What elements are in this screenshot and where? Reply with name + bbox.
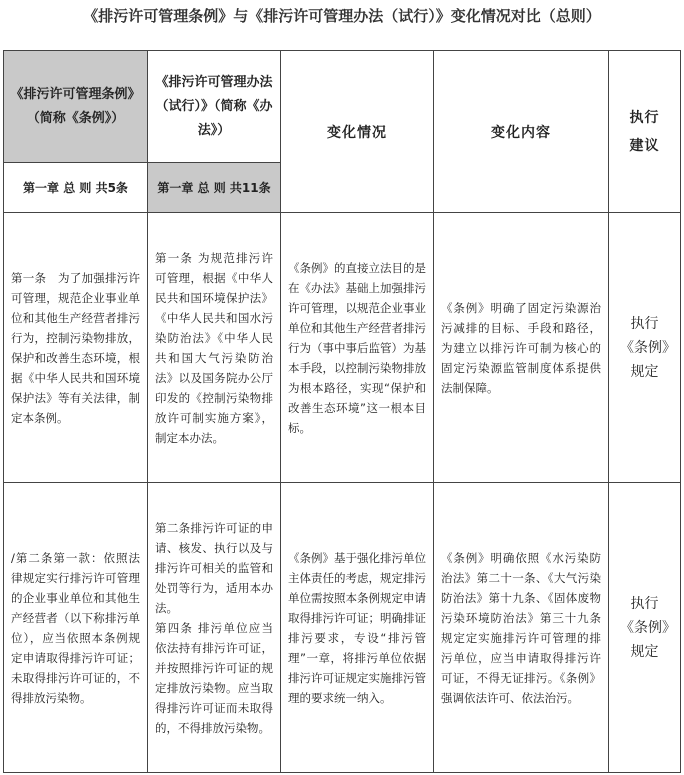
- header-suggestion: [609, 51, 681, 213]
- row2-measures-article4: 第四条 排污单位应当依法持有排污许可证，并按照排污许可证的规定排放污染物。应当取得排污许可证而未取得的，不得排放污染物。: [155, 620, 273, 735]
- row2-content: 《条例》明确依照《水污染防治法》第二十一条、《大气污染防治法》第十九条、《固体废物污染环境防治法》第三十九条规定定实施排污许可管理的排污单位，应当申请取得排污许可证，不得无证排污。《条例》强调依法许可、依法治污。: [434, 483, 609, 773]
- header-content: 变化内容: [434, 51, 609, 213]
- row2-measures-article2: 第二条排污许可证的申请、核发、执行以及与排污许可相关的监管和处罚等行为，适用本办法。: [155, 520, 273, 615]
- row1-change: 《条例》的直接立法目的是在《办法》基础上加强排污许可管理，以规范企业事业单位和其他生产经营者排污行为（事中事后监管）为基本手段，以控制污染物排放为根本路径，实现“保护和改善生态环境”这一根本目标。: [281, 213, 434, 483]
- row1-measures: 第一条 为规范排污许可管理，根据《中华人民共和国环境保护法》《中华人民共和国水污染防治法》《中华人民共和国大气污染防治法》以及国务院办公厅印发的《控制污染物排放许可制实施方案》，制定本办法。: [148, 213, 281, 483]
- row2-change: 《条例》基于强化排污单位主体责任的考虑，规定排污单位需按照本条例规定申请取得排污许可证；明确排证排污要求，专设“排污管理”一章，将排污单位依据排污许可证规定实施排污管理的要求统一纳入。: [281, 483, 434, 773]
- header-measures: 《排污许可管理办法（试行）》（简称《办法》）: [148, 51, 281, 163]
- header-suggestion-text: 执行建议: [629, 109, 660, 154]
- subheader-regulation: 第一章 总 则 共5条: [4, 163, 148, 213]
- row2-regulation: /第二条第一款：依照法律规定实行排污许可管理的企业事业单位和其他生产经营者（以下称排污单位），应当依照本条例规定申请取得排污许可证；未取得排污许可证的，不得排放污染物。: [4, 483, 148, 773]
- header-regulation: 《排污许可管理条例》（简称《条例》）: [4, 51, 148, 163]
- row2-suggestion: 执行《条例》规定: [609, 483, 681, 773]
- header-change: 变化情况: [281, 51, 434, 213]
- row1-regulation: 第一条 为了加强排污许可管理，规范企业事业单位和其他生产经营者排污行为，控制污染物排放，保护和改善生态环境，根据《中华人民共和国环境保护法》等有关法律，制定本条例。: [4, 213, 148, 483]
- page-title: 《排污许可管理条例》与《排污许可管理办法（试行）》变化情况对比（总则）: [83, 7, 601, 25]
- subheader-measures: 第一章 总 则 共11条: [148, 163, 281, 213]
- row1-content: 《条例》明确了固定污染源治污减排的目标、手段和路径，为建立以排污许可制为核心的固定污染源监管制度体系提供法制保障。: [434, 213, 609, 483]
- row1-suggestion: 执行《条例》规定: [609, 213, 681, 483]
- row2-measures: [148, 483, 281, 773]
- comparison-table: [3, 50, 681, 773]
